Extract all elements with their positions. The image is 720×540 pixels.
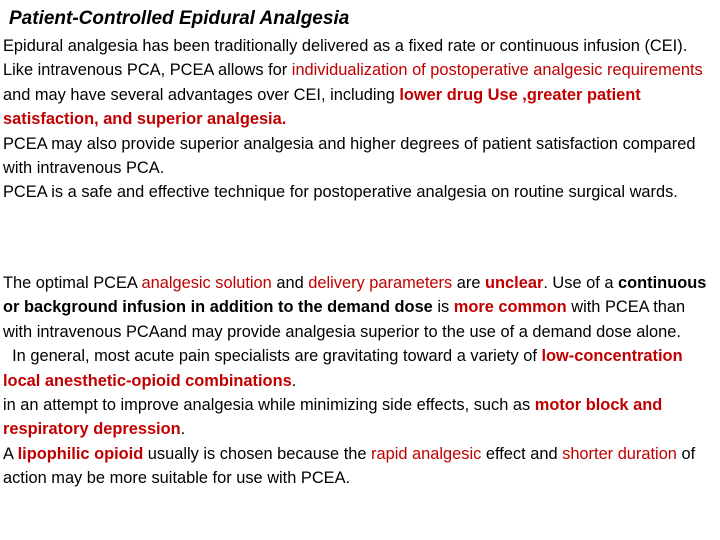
highlight-lipophilic-opioid: lipophilic opioid: [17, 444, 144, 463]
line-superior-analgesia: PCEA may also provide superior analgesia and higher degrees of patient satisfaction compared with intravenous PCA.: [3, 134, 696, 178]
slide-title: Patient-Controlled Epidural Analgesia: [9, 8, 350, 29]
highlight-more-common: more common: [453, 298, 567, 317]
highlight-continuous-infusion: continuous or background infusion in addition to the demand dose: [3, 274, 707, 317]
text-advantages: and may have several advantages over CEI, including: [3, 85, 400, 104]
paragraph-solution: [3, 271, 717, 491]
text-chosen-because: usually is chosen because the: [143, 444, 372, 463]
text-like-pca: Like intravenous PCA, PCEA allows for: [3, 61, 292, 80]
highlight-unclear: unclear: [485, 274, 544, 292]
highlight-motor-block: motor block and respiratory depression: [3, 396, 663, 439]
highlight-advantages-list: lower drug Use ,greater patient satisfaction, and superior analgesia.: [3, 85, 641, 129]
text-and: and: [271, 274, 309, 292]
highlight-shorter-duration: shorter duration: [562, 444, 677, 463]
text-period-2: .: [180, 420, 186, 439]
highlight-rapid-analgesic: rapid analgesic: [371, 444, 482, 463]
paragraph-intro: [3, 34, 717, 205]
line-safe-effective: PCEA is a safe and effective technique for postoperative analgesia on routine surgical wards.: [3, 183, 678, 202]
text-use-of: . Use of a: [543, 274, 619, 292]
highlight-analgesic-solution: analgesic solution: [141, 274, 272, 292]
highlight-delivery-parameters: delivery parameters: [308, 274, 453, 292]
text-a: A: [3, 444, 18, 463]
highlight-low-concentration: low-concentration local anesthetic-opioid combinations: [3, 347, 683, 390]
text-of-action: of action may be more suitable for use with PCEA.: [3, 444, 696, 488]
text-period-1: .: [291, 371, 297, 390]
highlight-individualization: individualization of postoperative analgesic requirements: [291, 61, 703, 80]
text-is: is: [432, 298, 454, 317]
line-traditional-delivery: Epidural analgesia has been traditionally delivered as a fixed rate or continuous infusion (CEI).: [3, 37, 688, 55]
text-improve-analgesia: in an attempt to improve analgesia while minimizing side effects, such as: [3, 396, 535, 415]
text-optimal-pcea: The optimal PCEA: [3, 274, 142, 292]
text-with-pcea: with PCEA than with intravenous PCAand may provide analgesia superior to the use of a demand dose alone.: [3, 298, 686, 341]
text-are: are: [452, 274, 486, 292]
text-in-general: In general, most acute pain specialists are gravitating toward a variety of: [3, 347, 542, 366]
text-effect-and: effect and: [481, 444, 563, 463]
